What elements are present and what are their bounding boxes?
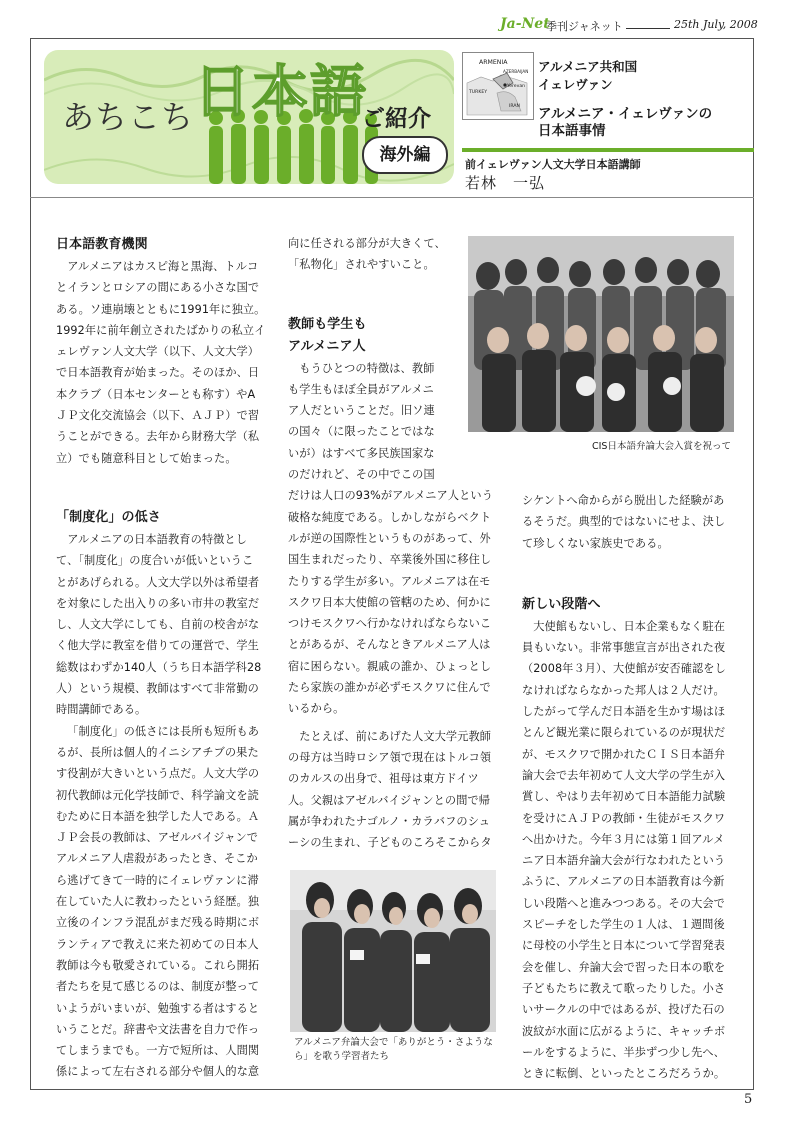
article-title xyxy=(538,106,752,140)
section-heading-line: アルメニア人 xyxy=(288,338,366,354)
map-icon xyxy=(463,53,533,119)
text-line: 1992年に前年創立されたばかりの私立イ xyxy=(56,323,266,337)
text-line: 論大会で去年初めて人文大学の学生が入 xyxy=(522,768,726,782)
photo-caption xyxy=(294,1036,504,1064)
text-line: 国生まれだったり、卒業後外国に移住し xyxy=(288,553,492,567)
text-line: しい段階へと進みつつある。その大会で xyxy=(522,896,725,910)
text-line: たりする学生が多い。アルメニアは在モ xyxy=(288,574,491,588)
text-line: ＪＰ文化交流協会（以下、ＡＪＰ）で習 xyxy=(56,409,260,423)
text-line: （2008年３月）、大使館が安否確認をし xyxy=(522,662,726,676)
text-line: 教師は今も敬愛されている。これら開拓 xyxy=(56,958,260,972)
text-line: 在していた人に教わったという経歴。独 xyxy=(56,895,260,909)
text-line: で日本語教育が始まった。そのほか、日 xyxy=(56,366,260,380)
paragraph xyxy=(56,256,274,469)
text-line: てしまうまでも。一方で短所は、人間関 xyxy=(56,1044,260,1058)
group-photo-image xyxy=(468,236,734,432)
text-line: 本クラブ（日本センターとも称す）やA xyxy=(56,387,256,401)
text-line: アルメニアの日本語教育の特徴とし xyxy=(67,532,248,546)
text-line: て、「制度化」の度合いが低いというこ xyxy=(56,554,254,568)
text-line: いが）はすべて多民族国家な xyxy=(288,446,435,460)
text-line: ら逃げてきて一時的にイェレヴァンに滞 xyxy=(56,873,259,887)
text-line: 宿に困らない。親戚の誰か、ひょっとし xyxy=(288,659,492,673)
text-line: 大使館もないし、日本企業もなく駐在 xyxy=(533,619,726,633)
section-divider xyxy=(30,197,754,198)
text-line: スピーチをした学生の１人は、１週間後 xyxy=(522,918,725,932)
text-line: 立）でも随意科目として始まった。 xyxy=(56,451,237,465)
text-line: 初代教師は元化学技師で、科学論文を読 xyxy=(56,788,259,802)
text-line: 立後のインフラ混乱がまだ残る時期にボ xyxy=(56,916,260,930)
text-line: ふうに、アルメニアの日本語教育は今新 xyxy=(522,875,725,889)
city-name: イェレヴァン xyxy=(538,77,613,92)
section-heading: 日本語教育機関 xyxy=(56,237,148,252)
map-label-armenia: ARMENIA xyxy=(479,59,508,66)
paragraph xyxy=(56,721,274,1083)
text-line: 賞し、やはり去年初めて日本語能力試験 xyxy=(522,790,726,804)
title-rule xyxy=(462,148,754,152)
banner-nihongo: 日本語 xyxy=(194,60,368,125)
text-line: 係によって左右される部分や個人的な意 xyxy=(56,1065,260,1079)
text-line: ーシの生まれ、子どものころそこからタ xyxy=(288,836,492,850)
section-heading: 「制度化」の低さ xyxy=(56,509,161,525)
section-heading-line: 教師も学生も xyxy=(288,316,367,332)
photo-caption-line: アルメニア弁論大会で「ありがとう・さような xyxy=(294,1037,493,1048)
column-3 xyxy=(522,490,744,1084)
country-name: アルメニア共和国 xyxy=(538,59,638,74)
text-line: も学生もほぼ全員がアルメニ xyxy=(288,382,434,396)
banner-goshokai: ご紹介 xyxy=(362,106,431,132)
magazine-name: 季刊ジャネット xyxy=(546,20,623,33)
text-line: うことができる。去年から財務大学（私 xyxy=(56,430,260,444)
text-line: ールをするように、半歩ずつ少し先へ、 xyxy=(522,1045,725,1059)
text-line: アルメニアはカスピ海と黒海、トルコ xyxy=(67,260,259,273)
text-line: たとえば、前にあげた人文大学元教師 xyxy=(299,729,492,743)
series-banner xyxy=(44,50,454,184)
text-line: を受けにＡＪＰの教師・生徒がモスクワ xyxy=(522,811,726,825)
issue-date: 25th July, 2008 xyxy=(674,18,758,31)
paragraph xyxy=(288,358,468,486)
text-line: を対象にした出入りの多い市井の教室だ xyxy=(56,596,260,610)
text-line: のカルスの出身で、祖母は東方ドイツ xyxy=(288,772,479,786)
author-name: 若林 一弘 xyxy=(465,174,546,192)
text-line: 向に任される部分が大きくて、 xyxy=(288,237,446,250)
text-line: たら家族の誰かが必ずモスクワに住んで xyxy=(288,681,491,695)
text-line: 人）という規模、教師はすべて非常勤の xyxy=(56,682,259,696)
article-title-line: アルメニア・イェレヴァンの xyxy=(538,106,713,122)
banner-achikochi: あちこち xyxy=(62,98,195,136)
paragraph xyxy=(288,485,508,719)
text-line: 時間講師である。 xyxy=(56,703,147,717)
text-line: が、モスクワで開かれたＣＩＳ日本語弁 xyxy=(522,747,726,761)
text-line: ＪＰ会長の教師は、アゼルバイジャンで xyxy=(56,831,259,845)
text-line: とがあるが、そんなときアルメニア人は xyxy=(288,638,491,652)
text-line: 子どもたちに教えて歌ったりした。小さ xyxy=(522,981,726,995)
column-1 xyxy=(56,234,274,1083)
text-line: て珍しくない家族史である。 xyxy=(522,536,669,550)
text-line: とがあげられる。人文大学以外は希望者 xyxy=(56,575,260,589)
text-line: スクワ日本大使館の管轄のため、何かに xyxy=(288,595,491,609)
text-line: ルが逆の国際性というものがあって、外 xyxy=(288,531,491,545)
text-line: 属が争われたナゴルノ・カラバフのシュ xyxy=(288,814,491,828)
text-line: なければならなかった邦人は２人だけ。 xyxy=(522,683,725,697)
text-line: むために日本語を独学した人である。Ａ xyxy=(56,809,260,823)
photo-students-singing xyxy=(290,870,496,1032)
photo-caption-line: ら」を歌う学習者たち xyxy=(294,1051,390,1062)
banner-kaigai-badge: 海外編 xyxy=(362,136,448,174)
text-line: もうひとつの特徴は、教師 xyxy=(299,361,435,375)
header-rule xyxy=(626,28,670,29)
region-map xyxy=(462,52,534,120)
text-line: 員もいない。非常事態宣言が出された夜 xyxy=(522,641,726,655)
text-line: 総数はわずか140人（うち日本語学科28 xyxy=(56,660,262,674)
text-line: の母方は当時ロシア領で現在はトルコ領 xyxy=(288,750,492,764)
text-line: ときに転倒、といったところだろうか。 xyxy=(522,1067,726,1081)
paragraph xyxy=(56,529,274,721)
article-title-line: 日本語事情 xyxy=(538,123,606,139)
map-label-iran: IRAN xyxy=(509,104,520,109)
text-line: す役割が大きいという点だ。人文大学の xyxy=(56,767,260,781)
text-line: 会を催し、弁論大会で習った日本の歌を xyxy=(522,960,726,974)
map-label-azerbaijan: AZERBAIJAN xyxy=(503,69,529,74)
text-line: るそうだ。典型的ではないにせよ、決し xyxy=(522,515,726,529)
text-line: し、人文大学にしても、自前の校舎がな xyxy=(56,618,260,632)
text-line: に母校の小学生と日本について学習発表 xyxy=(522,939,725,953)
text-line: ア人だということだ。旧ソ連 xyxy=(288,404,435,418)
text-line: 「制度化」の低さには長所も短所もあ xyxy=(67,724,260,738)
text-line: つけモスクワへ行かなければならないこ xyxy=(288,617,492,631)
text-line: とんど観光業に限られているのが現状だ xyxy=(522,726,726,740)
text-line: 「私物化」されやすいこと。 xyxy=(288,258,435,272)
paragraph xyxy=(522,490,744,554)
text-line: 者たちを見て感じるのは、制度が整って xyxy=(56,980,260,994)
text-line: 破格な純度である。しかしながらベクト xyxy=(288,510,492,524)
page-number: 5 xyxy=(744,1092,753,1107)
text-line: いようがいまいが、勉強する者はすると xyxy=(56,1001,260,1015)
map-label-yerevan: Yerevan xyxy=(507,84,526,89)
students-photo-image xyxy=(290,870,496,1032)
text-line: アルメニア人虐殺があったとき、そこか xyxy=(56,852,258,866)
text-line: ある。ソ連崩壊とともに1991年に独立。 xyxy=(56,302,266,316)
text-line: シケントへ命からがら脱出した経験があ xyxy=(522,494,725,507)
text-line: るが、長所は個人的イニシアチブの果た xyxy=(56,745,259,759)
paragraph xyxy=(522,616,744,1085)
text-line: ニア日本語弁論大会が行なわれたという xyxy=(522,854,726,868)
author-role: 前イェレヴァン人文大学日本語講師 xyxy=(465,158,641,171)
section-heading: 新しい段階へ xyxy=(522,596,601,612)
text-line: 波紋が水面に広がるように、キャッチボ xyxy=(522,1024,726,1038)
text-line: ェレヴァン人文大学（以下、人文大学） xyxy=(56,345,260,359)
photo-caption: CIS日本語弁論大会入賞を祝って xyxy=(592,441,731,452)
photo-speech-contest-winners xyxy=(468,236,734,432)
paragraph xyxy=(288,726,508,854)
text-line: したがって学んだ日本語を生かす場はほ xyxy=(522,705,726,719)
text-line: いうことだ。辞書や文法書を自力で作っ xyxy=(56,1022,260,1036)
text-line: のだけれど、その中でこの国 xyxy=(288,468,435,482)
text-line: へ出かけた。今年３月には第１回アルメ xyxy=(522,832,725,846)
article-title-block xyxy=(538,58,752,140)
text-line: 人。父親はアゼルバイジャンとの間で帰 xyxy=(288,793,491,807)
text-line: だけは人口の93%がアルメニア人という xyxy=(288,489,493,503)
text-line: く他大学に教室を借りての運営で、学生 xyxy=(56,639,259,653)
text-line: いサークルの中ではあるが、投げた石の xyxy=(522,1003,725,1017)
running-header xyxy=(500,16,760,36)
map-label-turkey: TURKEY xyxy=(469,90,488,95)
text-line: ランティアで教えに来た初めての日本人 xyxy=(56,937,259,951)
janet-logo: Ja-Net xyxy=(500,16,550,32)
text-line: の国々（に限ったことではな xyxy=(288,425,435,439)
text-line: いるから。 xyxy=(288,702,345,716)
text-line: とイランとロシアの間にある小さな国で xyxy=(56,281,260,295)
